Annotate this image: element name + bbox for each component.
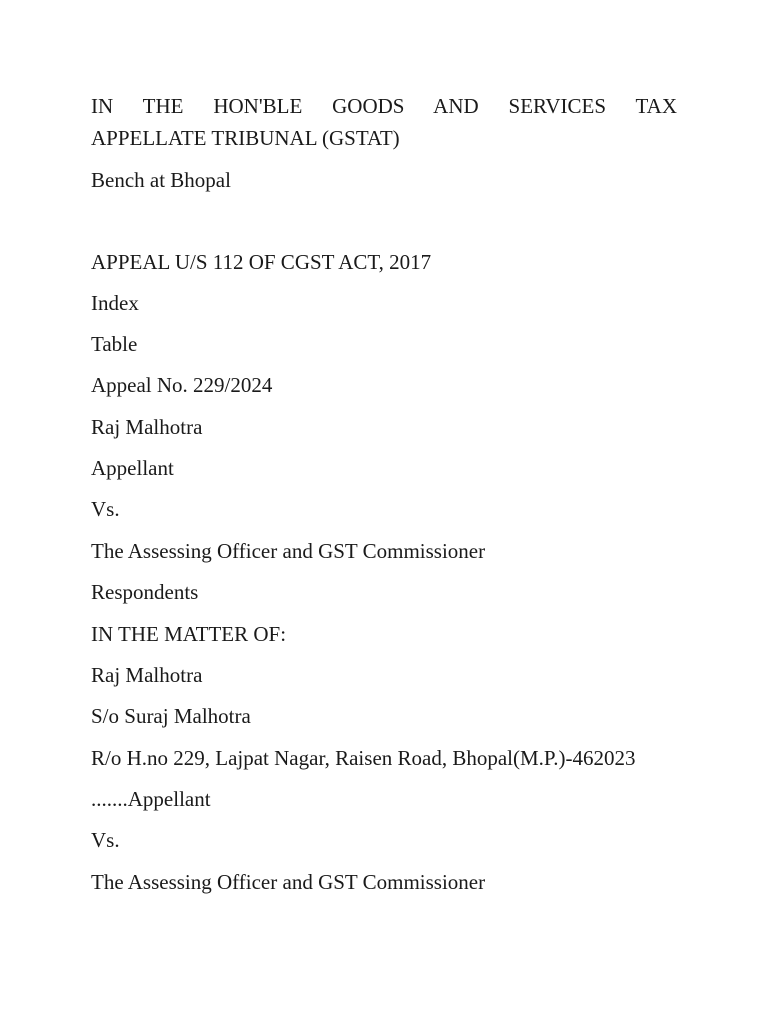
respondents-label: Respondents — [91, 580, 199, 604]
tribunal-title — [91, 90, 677, 154]
matter-address: R/o H.no 229, Lajpat Nagar, Raisen Road, Bhopal(M.P.)-462023 — [91, 746, 636, 770]
respondent-name: The Assessing Officer and GST Commissioner — [91, 539, 486, 563]
appeal-number: Appeal No. 229/2024 — [91, 373, 273, 397]
versus-1: Vs. — [91, 497, 120, 521]
tribunal-title-line-1: IN THE HON'BLE GOODS AND SERVICES TAX — [91, 94, 677, 118]
appeal-heading: APPEAL U/S 112 OF CGST ACT, 2017 — [91, 250, 432, 274]
matter-parentage: S/o Suraj Malhotra — [91, 704, 251, 728]
matter-appellant-name: Raj Malhotra — [91, 663, 203, 687]
appellant-label: Appellant — [91, 456, 174, 480]
table-label: Table — [91, 332, 138, 356]
in-the-matter-heading: IN THE MATTER OF: — [91, 622, 287, 646]
bench-location: Bench at Bhopal — [91, 168, 231, 192]
tribunal-title-line-2: APPELLATE TRIBUNAL (GSTAT) — [91, 126, 400, 150]
index-label: Index — [91, 291, 139, 315]
matter-appellant-label: .......Appellant — [91, 787, 211, 811]
versus-2: Vs. — [91, 828, 120, 852]
matter-respondent-name: The Assessing Officer and GST Commissioner — [91, 870, 486, 894]
appellant-name: Raj Malhotra — [91, 415, 203, 439]
